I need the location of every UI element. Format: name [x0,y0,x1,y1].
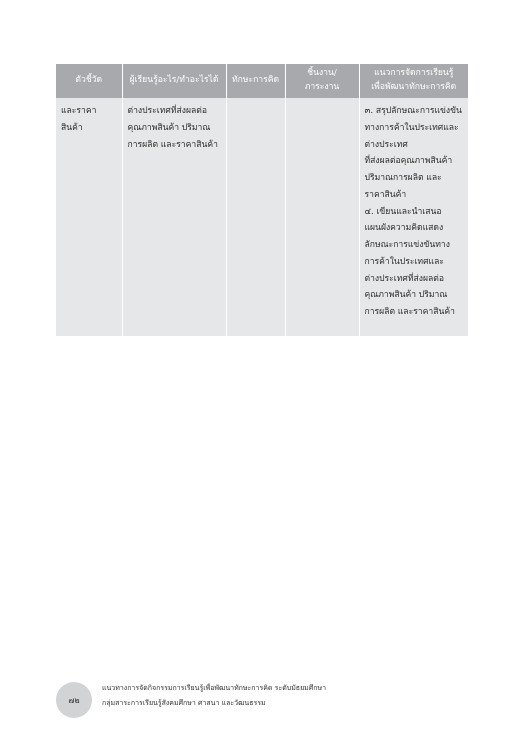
header-thinking-skills: ทักษะการคิด [226,64,285,98]
cell-line: ที่ส่งผลต่อคุณภาพสินค้า [364,156,453,167]
table-row [56,98,468,336]
table-header-row [56,64,468,98]
cell-work [285,98,359,336]
cell-line: การผลิต และราคาสินค้า [127,139,218,150]
cell-line: คุณภาพสินค้า ปริมาณ [364,290,448,301]
cell-line: และราคา [61,106,97,116]
cell-thinking-skills [226,98,285,336]
cell-indicator [56,98,122,336]
cell-line: ปริมาณการผลิต และ [364,173,442,183]
header-learning: ผู้เรียนรู้อะไร/ทำอะไรได้ [122,64,226,98]
cell-line: ๓. สรุปลักษณะการแข่งขัน [364,106,462,116]
footer-text [102,681,326,711]
page-number-badge [56,682,92,718]
cell-line: แผนผังความคิดแสดง [364,223,444,234]
cell-line: ราคาสินค้า [364,189,407,200]
cell-line: ลักษณะการแข่งขันทาง [364,240,450,250]
cell-line: การผลิต และราคาสินค้า [364,307,455,317]
header-work: ชิ้นงาน/ ภาระงาน [285,64,359,98]
footer-line-1: แนวทางการจัดกิจกรรมการเรียนรู้เพื่อพัฒนาทักษะการคิด ระดับมัธยมศึกษา [102,684,327,692]
cell-line: ต่างประเทศ [364,139,408,150]
header-approach: แนวการจัดการเรียนรู้ เพื่อพัฒนาทักษะการคิด [359,64,468,98]
page-footer [56,680,476,720]
cell-line: คุณภาพสินค้า ปริมาณ [127,122,211,133]
footer-line-2: กลุ่มสาระการเรียนรู้สังคมศึกษา ศาสนา และวัฒนธรรม [102,699,266,707]
cell-line: สินค้า [61,122,83,133]
cell-approach [359,98,468,336]
page-number: ๗๒ [68,695,80,705]
cell-line: ๔. เขียนและนำเสนอ [364,206,442,217]
cell-line: ทางการค้าในประเทศและ [364,122,459,133]
header-indicator: ตัวชี้วัด [56,64,122,98]
curriculum-table [56,64,468,336]
cell-line: ต่างประเทศที่ส่งผลต่อ [364,273,444,284]
cell-line: การค้าในประเทศและ [364,256,444,267]
cell-learning [122,98,226,336]
cell-line: ต่างประเทศที่ส่งผลต่อ [127,106,207,116]
